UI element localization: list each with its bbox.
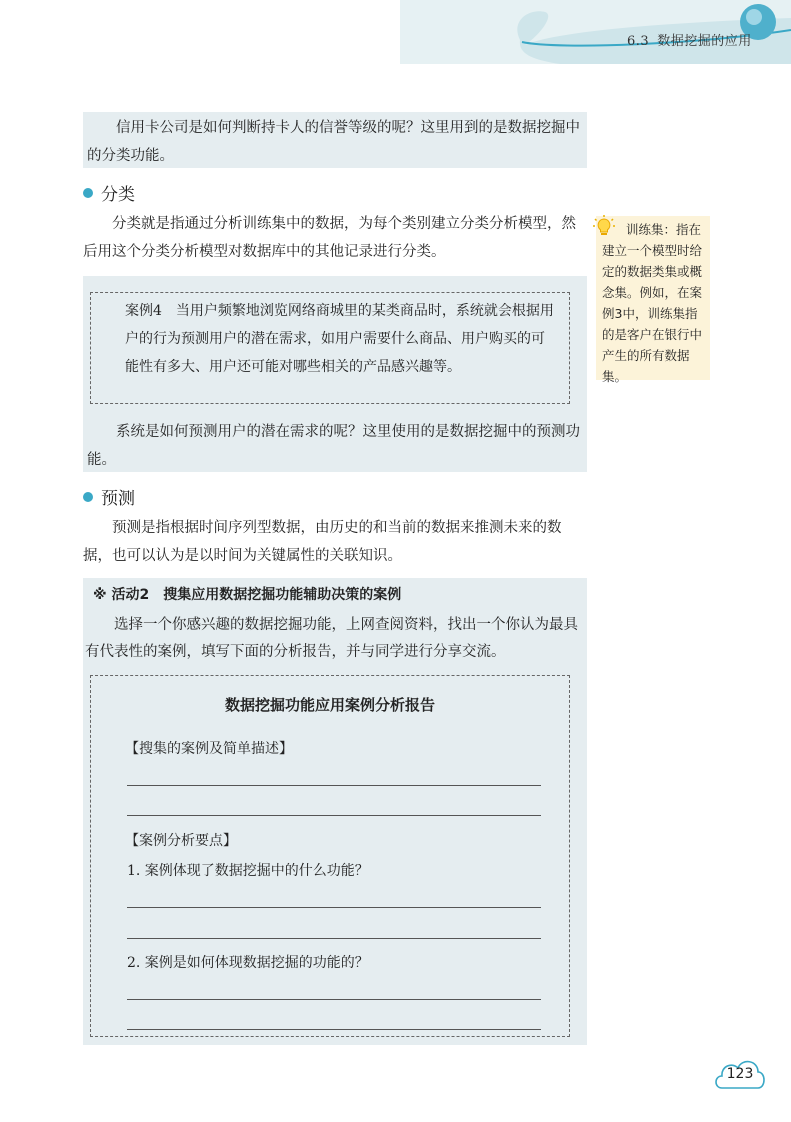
case4-text: 案例4 当用户频繁地浏览网络商城里的某类商品时，系统就会根据用户的行为预测用户的潜在需求，如用户需要什么商品、用户购买的可能性有多大、用户还可能对哪些相关的产品感兴趣等。 — [125, 303, 554, 375]
side-note — [596, 216, 710, 384]
answer-line[interactable] — [127, 1029, 541, 1030]
report-form — [90, 675, 570, 1037]
running-header — [627, 30, 752, 49]
report-question-2: 2. 案例是如何体现数据挖掘的功能的？ — [127, 955, 369, 971]
case4-label: 案例4 — [125, 303, 162, 319]
intro-box — [83, 112, 587, 168]
classification-body: 分类就是指通过分析训练集中的数据，为每个类别建立分类分析模型，然后用这个分类分析模型对数据库中的其他记录进行分类。 — [83, 216, 576, 260]
page-number: 123 — [726, 1066, 754, 1082]
prediction-heading-text: 预测 — [101, 489, 135, 509]
activity-instructions: 选择一个你感兴趣的数据挖掘功能，上网查阅资料，找出一个你认为最具有代表性的案例，填写下面的分析报告，并与同学进行分享交流。 — [85, 617, 578, 660]
report-section-analysis-points: 【案例分析要点】 — [125, 833, 237, 849]
answer-line[interactable] — [127, 785, 541, 786]
classification-heading — [83, 180, 135, 205]
classification-heading-text: 分类 — [101, 185, 135, 205]
bullet-dot-icon — [83, 188, 93, 198]
activity-box — [83, 578, 587, 1045]
answer-line[interactable] — [127, 938, 541, 939]
prediction-question-box — [83, 410, 587, 472]
bullet-dot-icon — [83, 492, 93, 502]
case-box — [90, 292, 570, 404]
report-question-1: 1. 案例体现了数据挖掘中的什么功能？ — [127, 863, 369, 879]
prediction-question-text: 系统是如何预测用户的潜在需求的呢？这里使用的是数据挖掘中的预测功能。 — [87, 424, 580, 468]
prediction-heading — [83, 484, 135, 509]
report-section-case-description: 【搜集的案例及简单描述】 — [125, 741, 293, 757]
prediction-body: 预测是指根据时间序列型数据，由历史的和当前的数据来推测未来的数据，也可以认为是以时间为关键属性的关联知识。 — [83, 520, 562, 564]
section-title: 数据挖掘的应用 — [657, 34, 752, 49]
side-note-text: 指在建立一个模型时给定的数据类集或概念集。例如，在案例3中，训练集指的是客户在银行中产生的所有数据集。 — [602, 222, 703, 384]
side-note-term: 训练集： — [626, 222, 677, 237]
answer-line[interactable] — [127, 815, 541, 816]
answer-line[interactable] — [127, 999, 541, 1000]
lightbulb-icon — [592, 214, 616, 238]
intro-text: 信用卡公司是如何判断持卡人的信誉等级的呢？这里用到的是数据挖掘中的分类功能。 — [87, 120, 580, 164]
activity-title: ※ 活动2 搜集应用数据挖掘功能辅助决策的案例 — [93, 587, 402, 603]
answer-line[interactable] — [127, 907, 541, 908]
section-number: 6.3 — [627, 34, 650, 49]
report-title: 数据挖掘功能应用案例分析报告 — [224, 696, 435, 714]
